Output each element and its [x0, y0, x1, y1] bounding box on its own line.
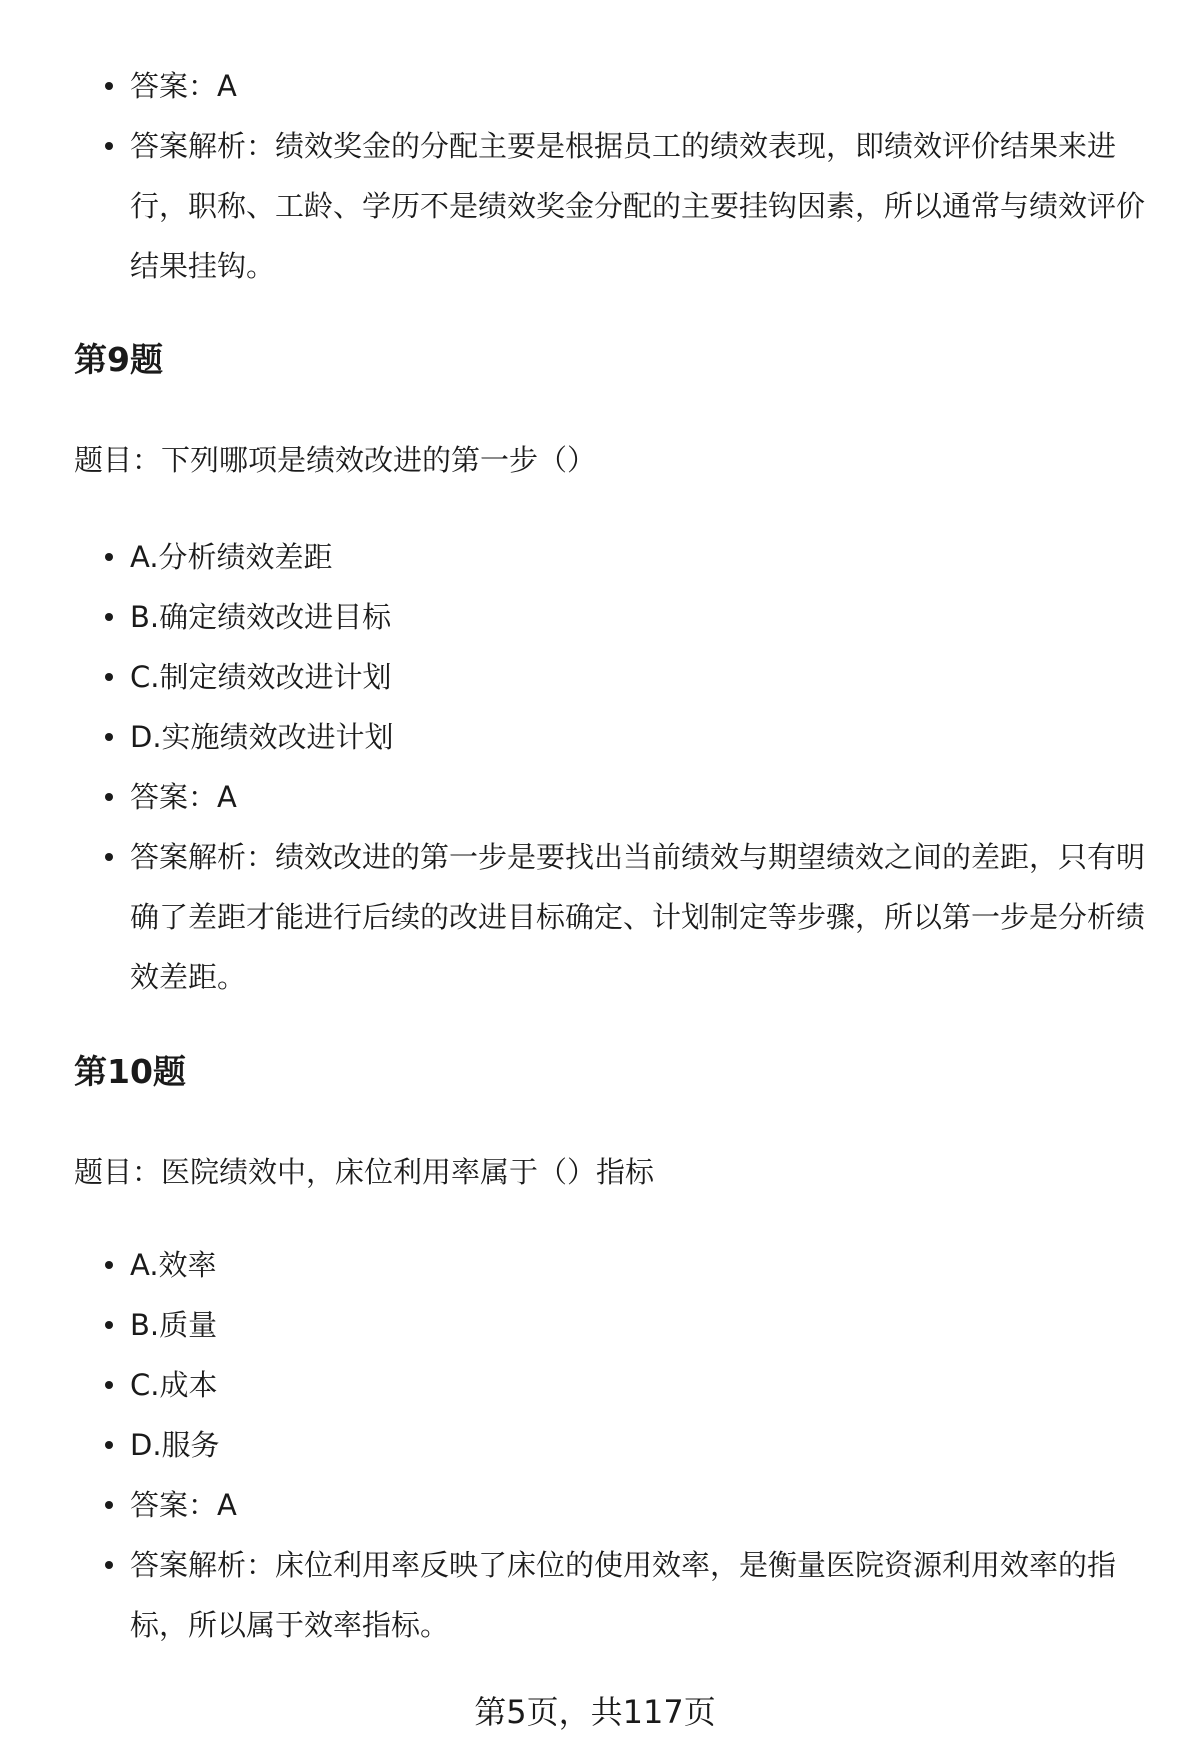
question-prompt: 题目：医院绩效中，床位利用率属于（）指标: [74, 1155, 655, 1189]
option-item: A.分析绩效差距: [74, 527, 1154, 587]
answer-explanation-item: 答案解析：绩效奖金的分配主要是根据员工的绩效表现，即绩效评价结果来进行，职称、工龄、学历不是绩效奖金分配的主要挂钩因素，所以通常与绩效评价结果挂钩。: [74, 116, 1154, 296]
option-item: B.确定绩效改进目标: [74, 587, 1154, 647]
page-number-footer: 第5页，共117页: [474, 1693, 716, 1731]
question-10-options: [74, 1235, 1154, 1655]
answer-item: 答案：A: [74, 56, 1154, 116]
option-item: C.成本: [74, 1355, 1154, 1415]
question-heading: 第10题: [74, 1052, 186, 1091]
option-item: C.制定绩效改进计划: [74, 647, 1154, 707]
question-heading: 第9题: [74, 340, 163, 379]
answer-explanation-item: 答案解析：床位利用率反映了床位的使用效率，是衡量医院资源利用效率的指标，所以属于效率指标。: [74, 1535, 1154, 1655]
option-item: A.效率: [74, 1235, 1154, 1295]
option-item: D.实施绩效改进计划: [74, 707, 1154, 767]
question-9-options: [74, 527, 1154, 1007]
option-item: D.服务: [74, 1415, 1154, 1475]
answer-explanation-item: 答案解析：绩效改进的第一步是要找出当前绩效与期望绩效之间的差距，只有明确了差距才能进行后续的改进目标确定、计划制定等步骤，所以第一步是分析绩效差距。: [74, 827, 1154, 1007]
option-item: B.质量: [74, 1295, 1154, 1355]
question-prompt: 题目：下列哪项是绩效改进的第一步（）: [74, 443, 597, 477]
prev-question-list: [74, 56, 1154, 296]
answer-item: 答案：A: [74, 1475, 1154, 1535]
answer-item: 答案：A: [74, 767, 1154, 827]
